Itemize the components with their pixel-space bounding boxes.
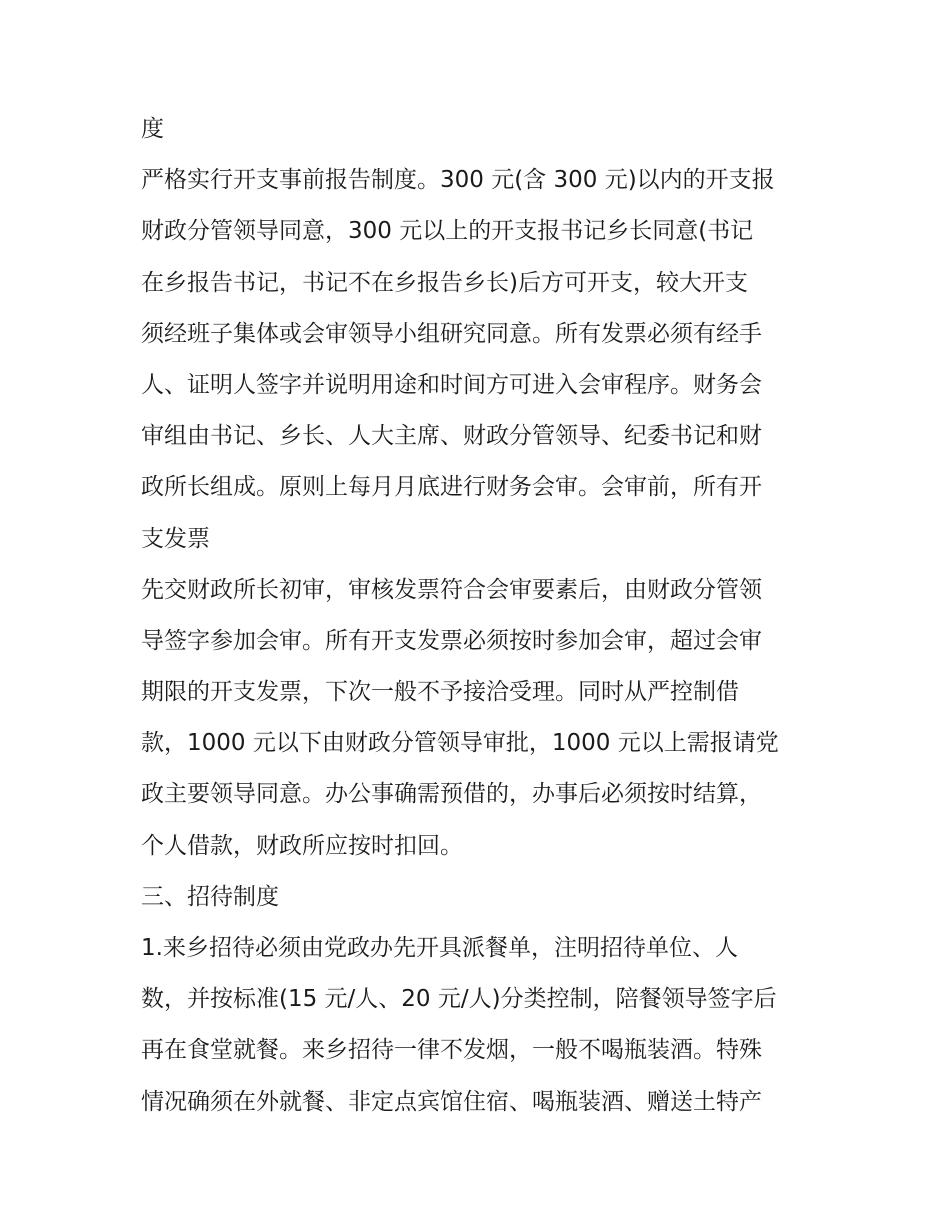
text-line: 再在食堂就餐。来乡招待一律不发烟，一般不喝瓶装酒。特殊 — [141, 1037, 762, 1064]
text-line: 政所长组成。原则上每月月底进行财务会审。会审前，所有开 — [141, 474, 762, 501]
text-line: 期限的开支发票，下次一般不予接洽受理。同时从严控制借 — [141, 679, 739, 706]
text-line: 支发票 — [141, 525, 210, 552]
text-line: 情况确须在外就餐、非定点宾馆住宿、喝瓶装酒、赠送土特产 — [141, 1088, 762, 1115]
text-line: 先交财政所长初审，审核发票符合会审要素后，由财政分管领 — [141, 576, 762, 603]
text-line: 审组由书记、乡长、人大主席、财政分管领导、纪委书记和财 — [141, 423, 762, 450]
text-line: 个人借款，财政所应按时扣回。 — [141, 832, 463, 859]
text-line: 数，并按标准(15 元/人、20 元/人)分类控制，陪餐领导签字后 — [141, 986, 777, 1013]
document-body — [141, 104, 821, 1128]
text-line: 人、证明人签字并说明用途和时间方可进入会审程序。财务会 — [141, 371, 762, 398]
text-line: 须经班子集体或会审领导小组研究同意。所有发票必须有经手 — [141, 320, 762, 347]
text-line: 导签字参加会审。所有开支发票必须按时参加会审，超过会审 — [141, 627, 762, 654]
section-heading: 三、招待制度 — [141, 883, 279, 910]
text-line: 款，1000 元以下由财政分管领导审批，1000 元以上需报请党 — [141, 730, 779, 757]
text-line: 严格实行开支事前报告制度。300 元(含 300 元)以内的开支报 — [141, 167, 775, 194]
text-line: 政主要领导同意。办公事确需预借的，办事后必须按时结算， — [141, 781, 762, 808]
text-line: 1.来乡招待必须由党政办先开具派餐单，注明招待单位、人 — [141, 935, 738, 961]
text-line: 在乡报告书记，书记不在乡报告乡长)后方可开支，较大开支 — [141, 269, 748, 296]
text-line: 度 — [141, 116, 164, 142]
text-line: 财政分管领导同意，300 元以上的开支报书记乡长同意(书记 — [141, 218, 754, 245]
